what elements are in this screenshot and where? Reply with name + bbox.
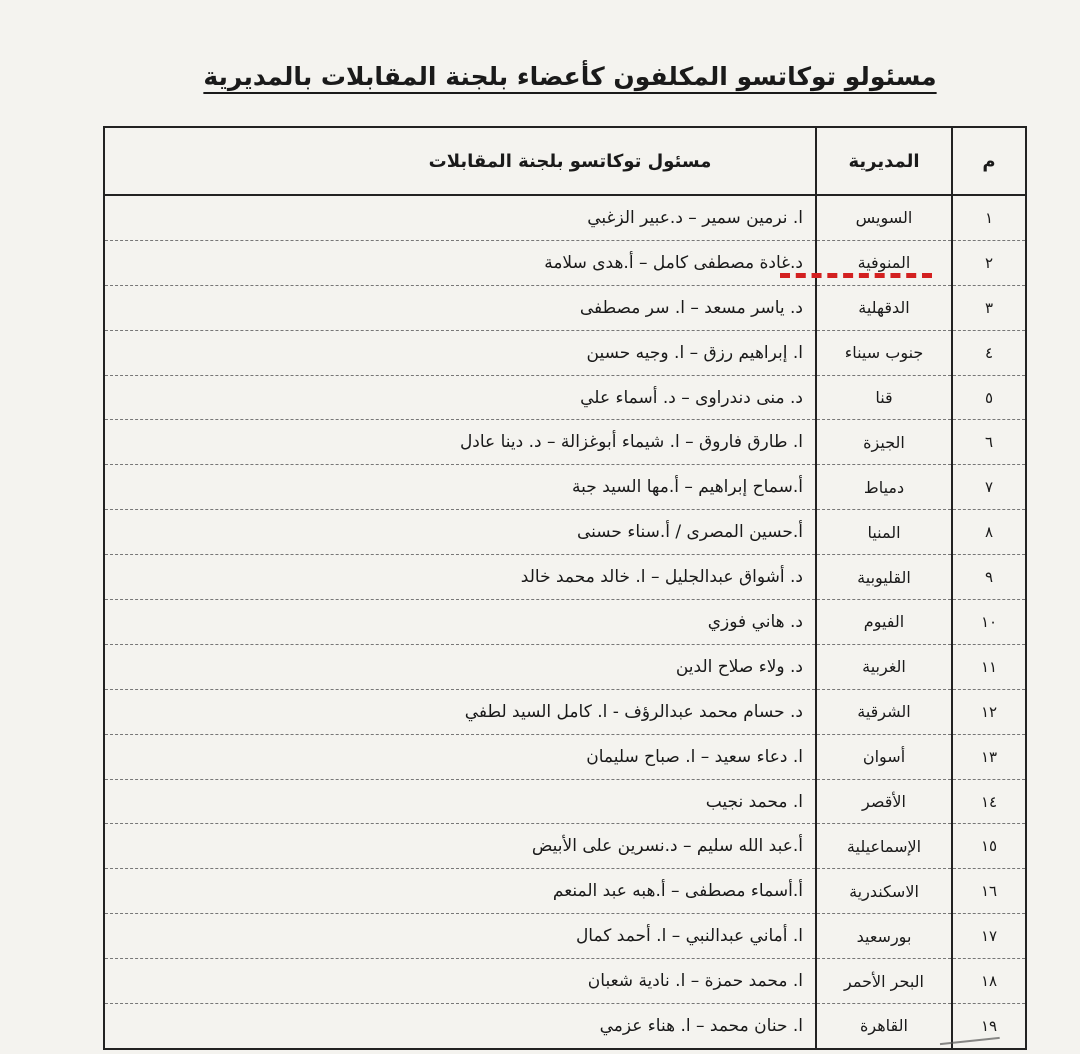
row-members: ا. محمد حمزة – ا. نادية شعبان xyxy=(104,959,816,1004)
table-row xyxy=(104,689,1026,734)
table-row xyxy=(104,869,1026,914)
row-members: أ.سماح إبراهيم – أ.مها السيد جبة xyxy=(104,465,816,510)
header-members: مسئول توكاتسو بلجنة المقابلات xyxy=(104,127,816,195)
row-directorate: الفيوم xyxy=(816,600,952,645)
row-directorate: المنوفية xyxy=(816,240,952,285)
row-members: ا. نرمين سمير – د.عبير الزغبي xyxy=(104,195,816,240)
row-members: د.غادة مصطفى كامل – أ.هدى سلامة xyxy=(104,240,816,285)
table-row xyxy=(104,1004,1026,1049)
row-directorate: البحر الأحمر xyxy=(816,959,952,1004)
row-members: د. حسام محمد عبدالرؤف - ا. كامل السيد لطفي xyxy=(104,689,816,734)
row-directorate: المنيا xyxy=(816,510,952,555)
row-members: د. ياسر مسعد – ا. سر مصطفى xyxy=(104,285,816,330)
row-members: د. أشواق عبدالجليل – ا. خالد محمد خالد xyxy=(104,555,816,600)
red-dashed-annotation xyxy=(780,273,932,278)
row-number: ٧ xyxy=(952,465,1026,510)
row-directorate: الأقصر xyxy=(816,779,952,824)
table-row xyxy=(104,330,1026,375)
table-row xyxy=(104,510,1026,555)
table-row xyxy=(104,824,1026,869)
row-members: ا. دعاء سعيد – ا. صباح سليمان xyxy=(104,734,816,779)
row-number: ٥ xyxy=(952,375,1026,420)
row-directorate: الدقهلية xyxy=(816,285,952,330)
row-members: د. هاني فوزي xyxy=(104,600,816,645)
table-row xyxy=(104,555,1026,600)
row-directorate: قنا xyxy=(816,375,952,420)
row-number: ٣ xyxy=(952,285,1026,330)
row-directorate: الجيزة xyxy=(816,420,952,465)
row-directorate: الإسماعيلية xyxy=(816,824,952,869)
row-directorate: جنوب سيناء xyxy=(816,330,952,375)
row-number: ١٢ xyxy=(952,689,1026,734)
table-row xyxy=(104,959,1026,1004)
row-directorate: الاسكندرية xyxy=(816,869,952,914)
row-members: ا. حنان محمد – ا. هناء عزمي xyxy=(104,1004,816,1049)
row-members: أ.حسين المصرى / أ.سناء حسنى xyxy=(104,510,816,555)
row-members: ا. محمد نجيب xyxy=(104,779,816,824)
table-row xyxy=(104,285,1026,330)
row-number: ٤ xyxy=(952,330,1026,375)
table-header-row xyxy=(104,127,1026,195)
row-members: د. ولاء صلاح الدين xyxy=(104,644,816,689)
row-number: ١٠ xyxy=(952,600,1026,645)
table-row xyxy=(104,644,1026,689)
row-members: أ.عبد الله سليم – د.نسرين على الأبيض xyxy=(104,824,816,869)
header-num: م xyxy=(952,127,1026,195)
committee-table xyxy=(103,126,1027,1050)
table-row xyxy=(104,600,1026,645)
row-members: أ.أسماء مصطفى – أ.هبه عبد المنعم xyxy=(104,869,816,914)
row-number: ١٨ xyxy=(952,959,1026,1004)
row-number: ١ xyxy=(952,195,1026,240)
row-number: ٨ xyxy=(952,510,1026,555)
row-number: ٦ xyxy=(952,420,1026,465)
row-number: ٢ xyxy=(952,240,1026,285)
row-directorate: القاهرة xyxy=(816,1004,952,1049)
table-row xyxy=(104,734,1026,779)
table-row xyxy=(104,465,1026,510)
row-directorate: القليوبية xyxy=(816,555,952,600)
table-row xyxy=(104,914,1026,959)
row-members: ا. طارق فاروق – ا. شيماء أبوغزالة – د. دينا عادل xyxy=(104,420,816,465)
row-directorate: السويس xyxy=(816,195,952,240)
header-directorate: المديرية xyxy=(816,127,952,195)
page-title: مسئولو توكاتسو المكلفون كأعضاء بلجنة المقابلات بالمديرية xyxy=(203,62,937,91)
row-number: ١٩ xyxy=(952,1004,1026,1049)
row-number: ١٦ xyxy=(952,869,1026,914)
table-row xyxy=(104,779,1026,824)
table-row xyxy=(104,420,1026,465)
row-directorate: بورسعيد xyxy=(816,914,952,959)
row-directorate: الغربية xyxy=(816,644,952,689)
row-number: ١٣ xyxy=(952,734,1026,779)
row-directorate: دمياط xyxy=(816,465,952,510)
row-members: د. منى دندراوى – د. أسماء علي xyxy=(104,375,816,420)
table-row xyxy=(104,240,1026,285)
row-directorate: الشرقية xyxy=(816,689,952,734)
row-directorate: أسوان xyxy=(816,734,952,779)
table-row xyxy=(104,375,1026,420)
row-members: ا. إبراهيم رزق – ا. وجيه حسين xyxy=(104,330,816,375)
table-body xyxy=(104,195,1026,1049)
row-number: ١١ xyxy=(952,644,1026,689)
row-number: ٩ xyxy=(952,555,1026,600)
row-number: ١٧ xyxy=(952,914,1026,959)
table-row xyxy=(104,195,1026,240)
row-number: ١٤ xyxy=(952,779,1026,824)
row-number: ١٥ xyxy=(952,824,1026,869)
row-members: ا. أماني عبدالنبي – ا. أحمد كمال xyxy=(104,914,816,959)
